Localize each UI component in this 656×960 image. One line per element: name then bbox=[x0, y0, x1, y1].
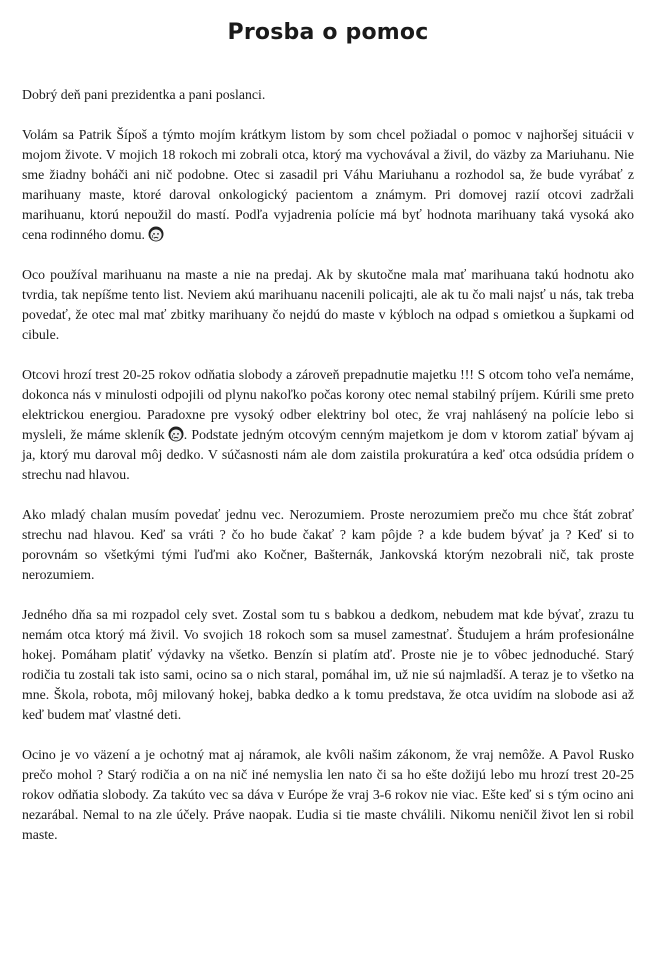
paragraph-3-text-before: Otcovi hrozí trest 20-25 rokov odňatia slobody a zároveň prepadnutie majetku !!! S otcom toho veľa nemáme, dokonca nás v minulosti odpojili od plynu nakoľko počas korony otec nemal stabilný príjem. Kúrili sme preto elektrickou energiou. Paradoxne pre vysoký odber elektriny bol otec, že vraj nahlásený na polície lebo si mysleli, že máme skleník bbox=[22, 367, 634, 442]
paragraph-3-text-after: . Podstate jedným otcovým cenným majetkom je dom v ktorom zatiaľ bývam aj ja, ktorý mu daroval môj dedko. V súčasnosti nám ale dom zaistila prokuratúra a keď otca odsúdia prídem o strechu nad hlavou. bbox=[22, 427, 634, 482]
paragraph-5: Jedného dňa sa mi rozpadol cely svet. Zostal som tu s babkou a dedkom, nebudem mat kde bývať, zrazu tu nemám otca ktorý má živil. Vo svojich 18 rokoch som sa musel zamestnať. Študujem a hrám profesionálne hokej. Pomáham platiť výdavky na všetko. Benzín si platím atď. Proste nie je to vôbec jednoduché. Starý rodičia tu zostali tak isto sami, ocino sa o nich staral, pomáhal im, už nie sú najmladší. A teraz je to všetko na mne. Škola, robota, môj milovaný hokej, babka dedko a k tomu predstava, že otca uvidím na slobode asi až keď budem mať vlastné deti. bbox=[22, 607, 634, 722]
page-title: Prosba o pomoc bbox=[227, 20, 429, 45]
paragraph-1-text: Volám sa Patrik Šípoš a týmto mojím krátkym listom by som chcel požiadal o pomoc v najhoršej situácii v mojom živote. V mojich 18 rokoch mi zobrali otca, ktorý ma vychovával a živil, do väzby za Mariuhanu. Nie sme žiadny boháči ani nič podobne. Otec si zasadil pri Váhu Mariuhanu a rozhodol sa, že bude vyrábať z marihuany maste, ktoré daroval onkologický pacientom a známym. Pri domovej razií otcovi zadržali marihuanu, ktorú nepoužil do mastí. Podľa vyjadrenia polície má byť hodnota marihuany taká vysoká ako cena rodinného domu. bbox=[22, 127, 634, 242]
paragraph-2: Oco používal marihuanu na maste a nie na predaj. Ak by skutočne mala mať marihuana takú hodnotu ako tvrdia, tak nepíšme tento list. Neviem akú marihuanu nacenili policajti, ale ak tu čo mali najsť u nás, tak treba povedať, že otec mal mať zbitky marihuany čo nejdú do maste v kýbloch na odpad s omietkou a šupkami od cibule. bbox=[22, 267, 634, 342]
greeting: Dobrý deň pani prezidentka a pani poslanci. bbox=[22, 87, 266, 102]
crying-face-icon bbox=[148, 226, 164, 242]
crying-face-icon bbox=[168, 426, 184, 442]
paragraph-1 bbox=[22, 125, 634, 245]
paragraph-6: Ocino je vo väzení a je ochotný mat aj náramok, ale kvôli našim zákonom, že vraj nemôže. A Pavol Rusko prečo mohol ? Starý rodičia a on na nič iné nemyslia len nato či sa ho ešte dožijú lebo mu hrozí trest 20-25 rokov odňatia slobody. Za takúto vec sa dáva v Európe že vraj 3-6 rokov nie viac. Ešte keď si s tým ocino ani nezarábal. Nemal to na zle účely. Práve naopak. Ľudia si tie maste chválili. Nikomu neničil život len si robil maste. bbox=[22, 747, 634, 842]
paragraph-4: Ako mladý chalan musím povedať jednu vec. Nerozumiem. Proste nerozumiem prečo mu chce štát zobrať strechu nad hlavou. Keď sa vráti ? čo ho bude čakať ? kam pôjde ? a kde budem bývať ja ? Keď si to porovnám so všetkými tými ľuďmi ako Kočner, Bašternák, Jankovská ktorým nezobrali nič, tak proste nerozumiem. bbox=[22, 507, 634, 582]
paragraph-3 bbox=[22, 365, 634, 485]
